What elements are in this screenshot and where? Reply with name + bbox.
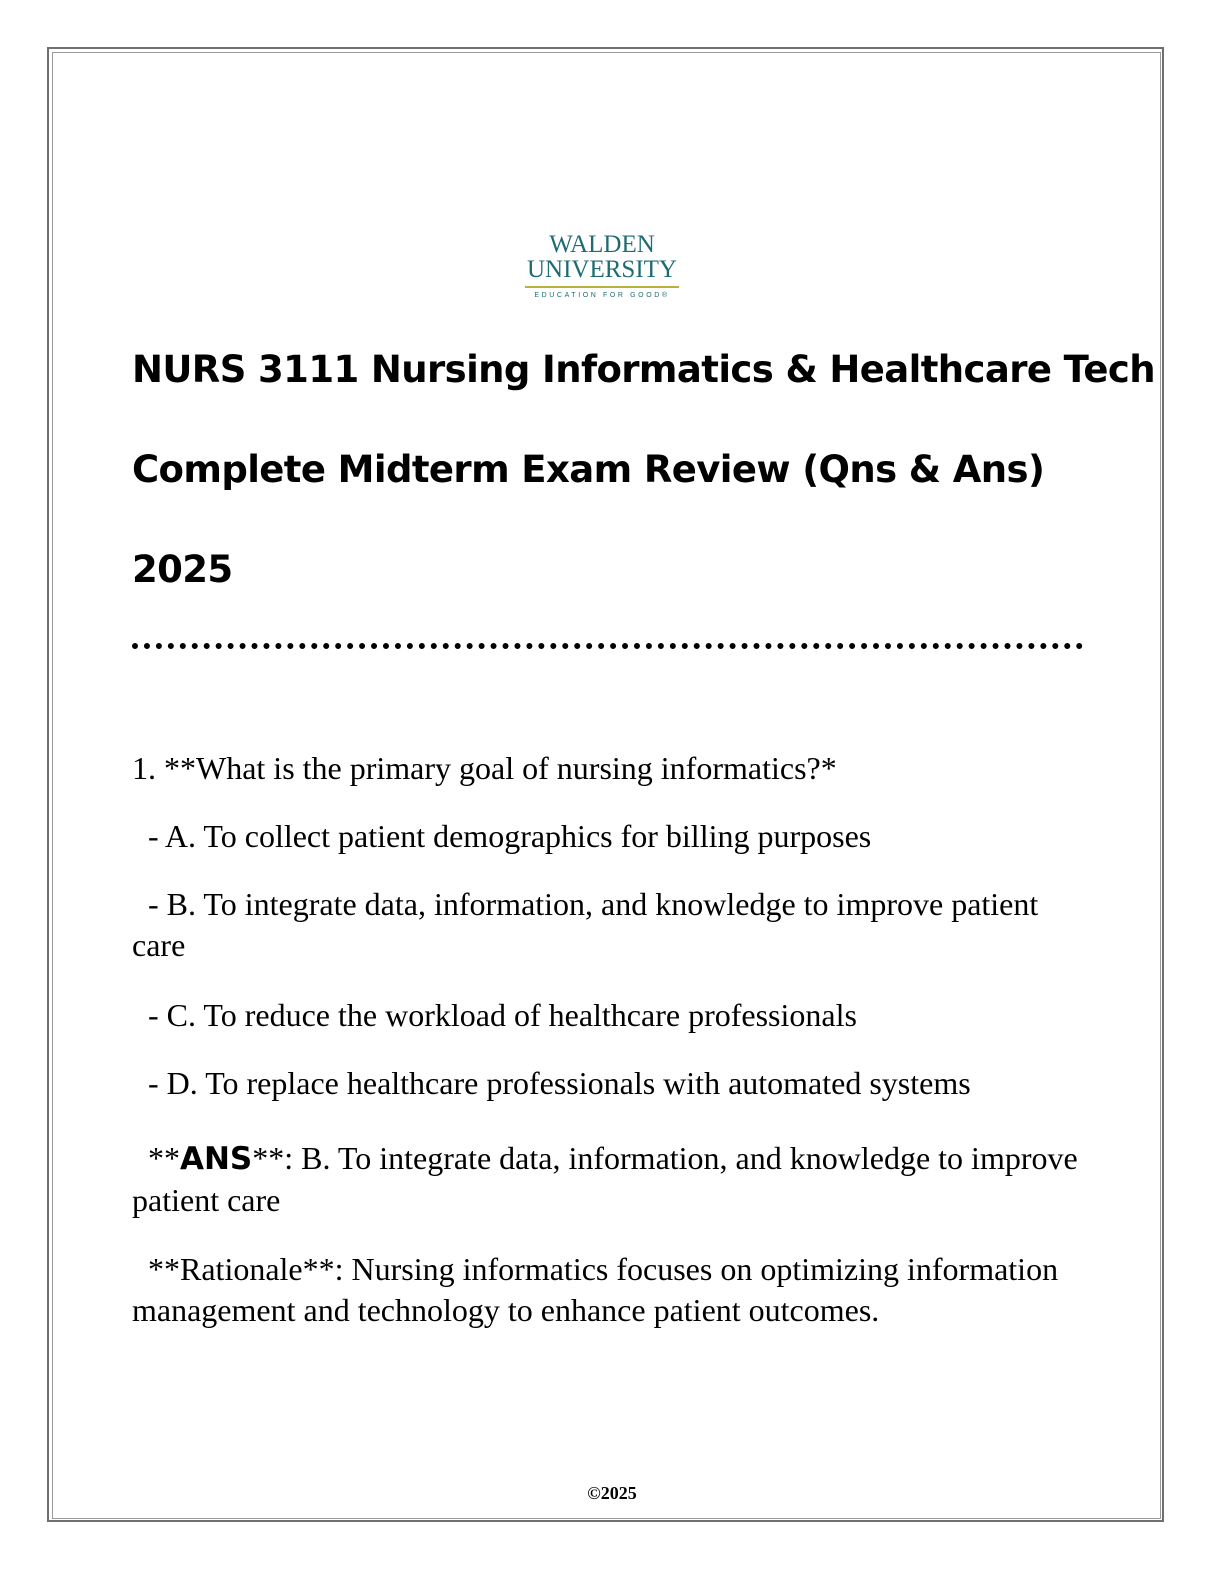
answer-label: ANS — [180, 1141, 253, 1177]
option-b — [132, 884, 1092, 966]
option-a-text: - A. To collect patient demographics for billing purposes — [148, 818, 872, 854]
option-b-text: - B. To integrate data, information, and knowledge to improve patient care — [132, 886, 1039, 963]
document-title-line-3: 2025 — [132, 548, 233, 591]
option-d — [132, 1063, 1092, 1104]
option-c — [132, 995, 1092, 1036]
option-c-text: - C. To reduce the workload of healthcare professionals — [148, 997, 857, 1033]
logo-rule — [525, 286, 679, 288]
logo-line-2: UNIVERSITY — [527, 256, 677, 283]
logo-tagline: EDUCATION FOR GOOD® — [534, 292, 670, 299]
document-title-line-2: Complete Midterm Exam Review (Qns & Ans) — [132, 448, 1045, 491]
rationale-text: **Rationale**: Nursing informatics focuses on optimizing information management and technology to enhance patient outcomes. — [132, 1251, 1059, 1328]
logo-line-1: WALDEN — [549, 231, 655, 258]
walden-university-logo — [520, 232, 684, 299]
dotted-divider — [132, 643, 1083, 649]
answer-text: **: B. To integrate data, information, and knowledge to improve patient care — [132, 1140, 1078, 1218]
option-a — [132, 816, 1092, 857]
question-stem: 1. **What is the primary goal of nursing informatics?* — [132, 750, 837, 786]
document-title-line-1: NURS 3111 Nursing Informatics & Healthcare Tech — [132, 348, 1155, 391]
option-d-text: - D. To replace healthcare professionals with automated systems — [148, 1065, 971, 1101]
rationale — [132, 1249, 1092, 1331]
footer-copyright: ©2025 — [587, 1483, 637, 1503]
answer-prefix: ** — [148, 1140, 180, 1176]
answer — [132, 1138, 1092, 1221]
